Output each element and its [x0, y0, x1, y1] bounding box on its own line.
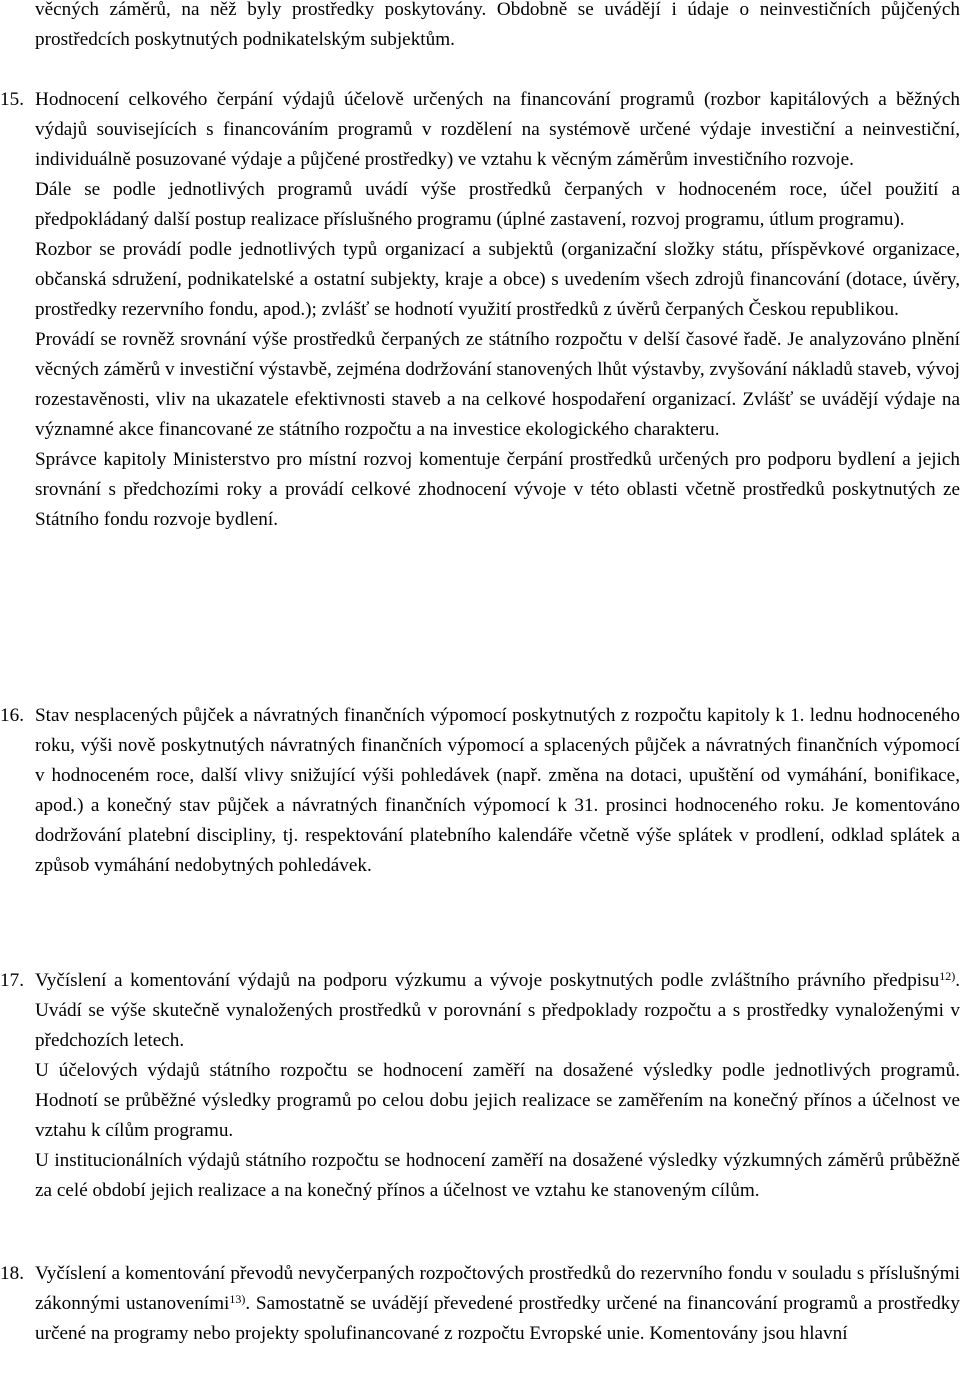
- footnote-reference: 12): [939, 969, 956, 983]
- paragraph: Správce kapitoly Ministerstvo pro místní rozvoj komentuje čerpání prostředků určených pro podporu bydlení a jejich srovnání s předchozími roky a provádí celkové zhodnocení vývoje v této oblasti včetně prostředků poskytnutých ze Státního fondu rozvoje bydlení.: [35, 449, 960, 530]
- item-body: [35, 1259, 960, 1349]
- footnote-reference: 13): [229, 1292, 246, 1306]
- item-number: 18.: [0, 1263, 24, 1284]
- paragraph: Stav nesplacených půjček a návratných finančních výpomocí poskytnutých z rozpočtu kapitoly k 1. lednu hodnoceného roku, výši nově poskytnutých návratných finančních výpomocí a splacených půjček a návratných finančních výpomocí v hodnoceném roce, další vlivy snižující výši pohledávek (např. změna na dotaci, upuštění od vymáhání, bonifikace, apod.) a konečný stav půjček a návratných finančních výpomocí k 31. prosinci hodnoceného roku. Je komentováno dodržování platební discipliny, tj. respektování platebního kalendáře včetně výše splátek v prodlení, odklad splátek a způsob vymáhání nedobytných pohledávek.: [35, 705, 960, 876]
- item-number: 15.: [0, 89, 24, 110]
- paragraph: U účelových výdajů státního rozpočtu se hodnocení zaměří na dosažené výsledky podle jednotlivých programů. Hodnotí se průběžné výsledky programů po celou dobu jejich realizace se zaměřením na konečný přínos a účelnost ve vztahu k cílům programu.: [35, 1060, 960, 1141]
- text-span: Vyčíslení a komentování převodů nevyčerpaných rozpočtových prostředků do rezervního fondu v souladu s příslušnými zákonnými ustanoveními: [35, 1263, 960, 1314]
- paragraph: Provádí se rovněž srovnání výše prostředků čerpaných ze státního rozpočtu v delší časové řadě. Je analyzováno plnění věcných záměrů v investiční výstavbě, zejména dodržování stanovených lhůt výstavby, zvyšování nákladů staveb, vývoj rozestavěnosti, vliv na ukazatele efektivnosti staveb a na celkové hospodaření organizací. Zvlášť se uvádějí výdaje na významné akce financované ze státního rozpočtu a na investice ekologického charakteru.: [35, 329, 960, 440]
- item-number: 17.: [0, 970, 24, 991]
- paragraph: [35, 966, 960, 1056]
- item-body: [35, 701, 960, 881]
- paragraph: Rozbor se provádí podle jednotlivých typů organizací a subjektů (organizační složky státu, příspěvkové organizace, občanská sdružení, podnikatelské a ostatní subjekty, kraje a obce) s uvedením všech zdrojů financování (dotace, úvěry, prostředky rezervního fondu, apod.); zvlášť se hodnotí využití prostředků z úvěrů čerpaných Českou republikou.: [35, 239, 960, 320]
- text-span: . Uvádí se výše skutečně vynaložených prostředků v porovnání s předpoklady rozpočtu a s prostředky vynaloženými v předchozích letech.: [35, 970, 960, 1051]
- paragraph: [35, 1259, 960, 1349]
- intro-paragraph-block: [35, 0, 960, 55]
- paragraph: Hodnocení celkového čerpání výdajů účelově určených na financování programů (rozbor kapitálových a běžných výdajů souvisejících s financováním programů v rozdělení na systémově určené výdaje investiční a neinvestiční, individuálně posuzované výdaje a půjčené prostředky) ve vztahu k věcným záměrům investičního rozvoje.: [35, 89, 960, 170]
- paragraph: Dále se podle jednotlivých programů uvádí výše prostředků čerpaných v hodnoceném roce, účel použití a předpokládaný další postup realizace příslušného programu (úplné zastavení, rozvoj programu, útlum programu).: [35, 179, 960, 230]
- item-body: [35, 85, 960, 535]
- text-span: . Samostatně se uvádějí převedené prostředky určené na financování programů a prostředky určené na programy nebo projekty spolufinancované z rozpočtu Evropské unie. Komentovány jsou hlavní: [35, 1293, 960, 1344]
- item-number: 16.: [0, 705, 24, 726]
- intro-paragraph: věcných záměrů, na něž byly prostředky poskytovány. Obdobně se uvádějí i údaje o neinvestičních půjčených prostředcích poskytnutých podnikatelským subjektům.: [35, 0, 960, 50]
- paragraph: U institucionálních výdajů státního rozpočtu se hodnocení zaměří na dosažené výsledky výzkumných záměrů průběžně za celé období jejich realizace a na konečný přínos a účelnost ve vztahu ke stanoveným cílům.: [35, 1150, 960, 1201]
- text-span: Vyčíslení a komentování výdajů na podporu výzkumu a vývoje poskytnutých podle zvláštního právního předpisu: [35, 970, 940, 991]
- item-body: [35, 966, 960, 1206]
